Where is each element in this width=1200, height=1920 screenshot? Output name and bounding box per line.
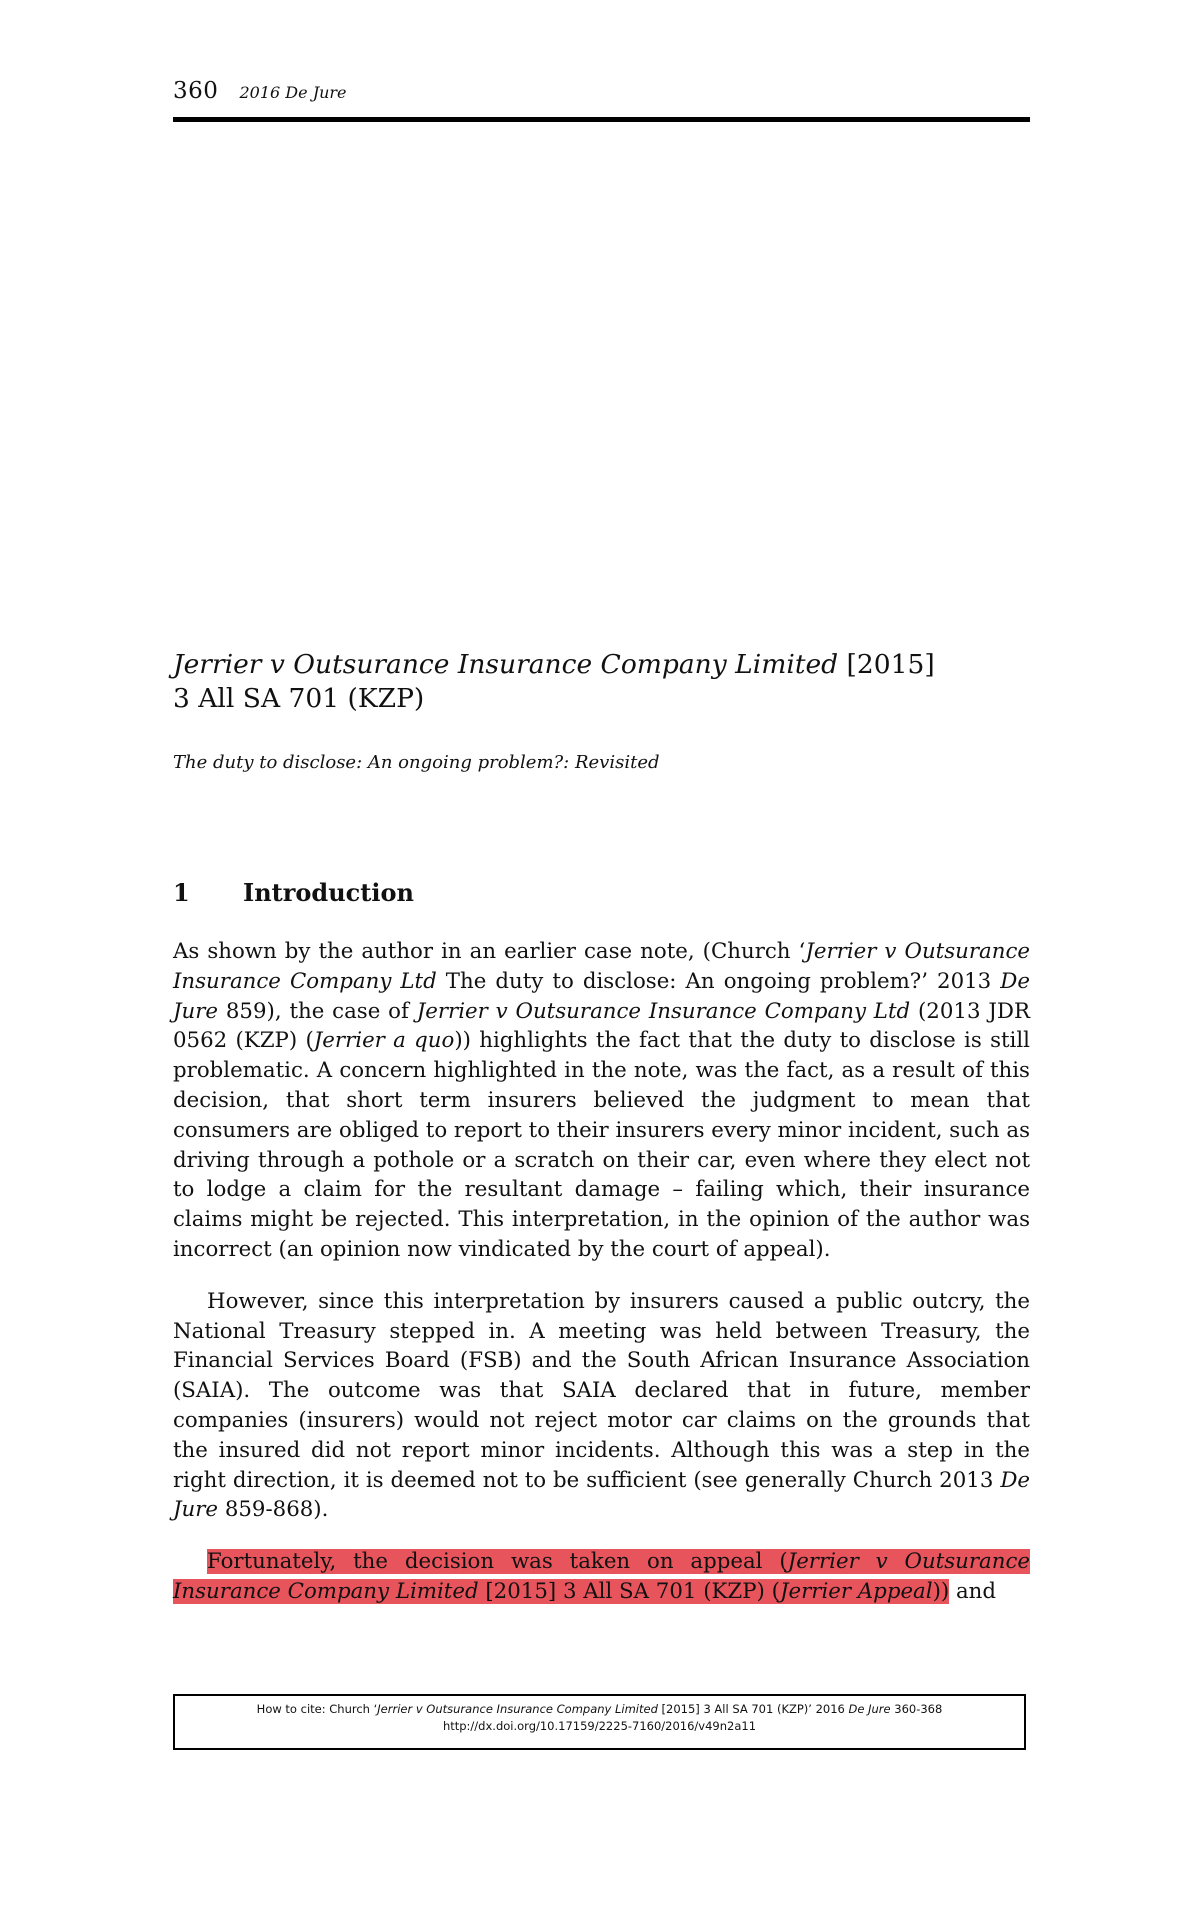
p3-text-c: )) (932, 1578, 950, 1604)
cite-doi-link[interactable]: http://dx.doi.org/10.17159/2225-7160/2016/v49n2a11 (442, 1719, 757, 1733)
paragraph-1 (173, 937, 1030, 1265)
p1-text-b: The duty to disclose: An ongoing problem?’ 2013 (436, 968, 1001, 994)
page-number: 360 (173, 78, 219, 104)
cite-line (175, 1701, 1024, 1718)
section-title: Introduction (243, 878, 414, 907)
p3-text-d: and (949, 1578, 997, 1604)
cite-journal: De Jure (848, 1702, 891, 1716)
p1-text-d: (2013 JDR 0562 (KZP) ( (173, 998, 1030, 1054)
body-text (173, 937, 1030, 1629)
p1-short-name: Jerrier a quo (313, 1028, 455, 1054)
article-title (173, 648, 1030, 716)
running-head (173, 78, 1030, 118)
journal-reference: 2016 De Jure (239, 83, 347, 102)
header-rule (173, 117, 1030, 122)
article-subtitle: The duty to disclose: An ongoing problem?: Revisited (173, 752, 660, 773)
p3-text-a: Fortunately, the decision was taken on appeal ( (207, 1549, 788, 1575)
p3-case-name: Jerrier v Outsurance Insurance Company Limited (173, 1549, 1031, 1604)
cite-mid: [2015] 3 All SA 701 (KZP)’ 2016 (657, 1702, 849, 1716)
p2-text-a: However, since this interpretation by insurers caused a public outcry, the National Treasury stepped in. A meeting was held between Treasury, the Financial Services Board (FSB) and the South African Insurance Association (SAIA). The outcome was that SAIA declared that in future, member companies (insurers) would not reject motor car claims on the grounds that the insured did not report minor incidents. Although this was a step in the right direction, it is deemed not to be sufficient (see generally Church 2013 (173, 1288, 1030, 1493)
cite-prefix: How to cite: Church ‘ (256, 1702, 378, 1716)
highlighted-passage[interactable] (173, 1549, 1030, 1604)
p2-journal: De Jure (173, 1467, 1030, 1523)
title-case-name: Jerrier v Outsurance Insurance Company Limited (173, 649, 839, 680)
p1-text-e: )) highlights the fact that the duty to disclose is still problematic. A concern highlighted in the note, was the fact, as a result of this decision, that short term insurers believed the judgment to mean that consumers are obliged to report to their insurers every minor incident, such as driving through a pothole or a scratch on their car, even where they elect not to lodge a claim for the resultant damage – failing which, their insurance claims might be rejected. This interpretation, in the opinion of the author was incorrect (an opinion now vindicated by the court of appeal). (173, 1028, 1030, 1262)
paragraph-2 (173, 1287, 1030, 1525)
title-citation-report: 3 All SA 701 (KZP) (173, 683, 425, 714)
p1-text-c: 859), the case of (218, 998, 417, 1024)
p3-short-name: Jerrier Appeal (779, 1578, 933, 1604)
p2-text-b: 859-868). (218, 1497, 329, 1523)
cite-pages: 360-368 (890, 1702, 943, 1716)
p3-text-b: [2015] 3 All SA 701 (KZP) ( (478, 1578, 780, 1604)
p1-case-name-2: Jerrier v Outsurance Insurance Company Ltd (416, 998, 911, 1024)
how-to-cite-box (173, 1694, 1026, 1750)
title-citation-year: [2015] (838, 649, 935, 680)
cite-case: Jerrier v Outsurance Insurance Company Limited (377, 1702, 658, 1716)
p1-text-a: As shown by the author in an earlier case note, (Church ‘ (173, 939, 806, 964)
p1-journal: De Jure (173, 968, 1030, 1024)
section-number: 1 (173, 878, 190, 907)
p1-case-name: Jerrier v Outsurance Insurance Company Ltd (173, 939, 1030, 994)
section-heading (173, 878, 1030, 907)
paragraph-3 (173, 1547, 1030, 1607)
